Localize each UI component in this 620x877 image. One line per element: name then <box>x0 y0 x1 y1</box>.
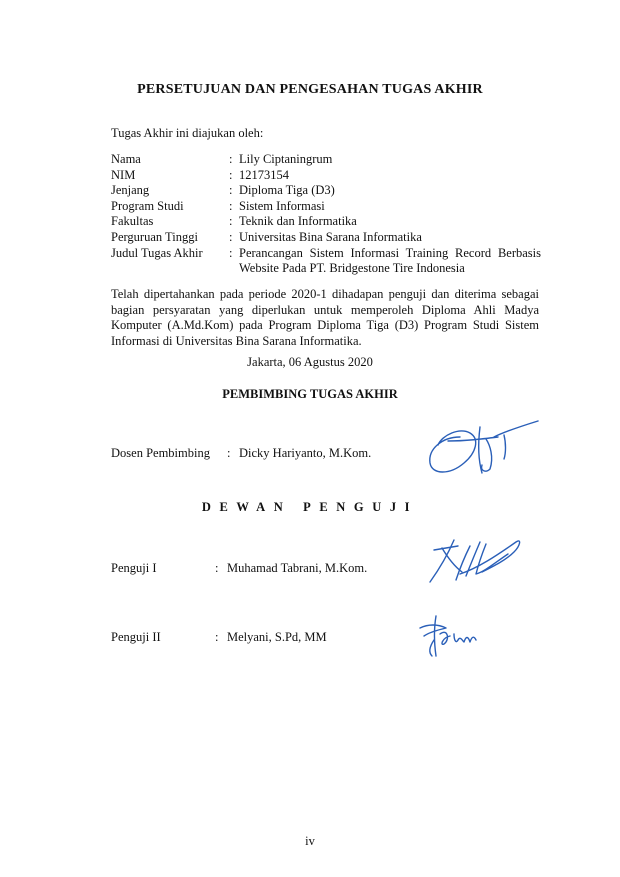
info-row-program <box>111 199 541 215</box>
info-row-university <box>111 230 541 246</box>
examiner2-signature <box>414 610 489 662</box>
advisor-name: Dicky Hariyanto, M.Kom. <box>239 446 372 460</box>
info-row-nim <box>111 168 541 184</box>
info-row-thesis-title <box>111 246 541 277</box>
info-colon: : <box>229 183 233 198</box>
info-label: Jenjang <box>111 183 150 198</box>
examiner2-colon: : <box>215 630 219 644</box>
page-number: iv <box>305 834 315 848</box>
info-colon: : <box>229 245 233 260</box>
info-value: 12173154 <box>239 167 289 182</box>
info-colon: : <box>229 198 233 213</box>
info-label: Perguruan Tinggi <box>111 229 198 244</box>
info-colon: : <box>229 214 233 229</box>
info-value: Perancangan Sistem Informasi Training Record Berbasis Website Pada PT. Bridgestone Tire Indonesia <box>239 245 541 276</box>
student-info-table <box>111 152 541 277</box>
info-label: NIM <box>111 167 136 182</box>
examiner2-label: Penguji II <box>111 630 161 644</box>
info-label: Nama <box>111 152 141 166</box>
info-row-level <box>111 183 541 199</box>
advisor-signature <box>420 415 545 480</box>
info-label: Fakultas <box>111 214 154 229</box>
info-colon: : <box>229 229 233 244</box>
examiner1-colon: : <box>215 561 219 575</box>
examiner1-label: Penguji I <box>111 561 157 575</box>
info-row-name <box>111 152 541 168</box>
info-value: Teknik dan Informatika <box>239 214 357 229</box>
intro-text: Tugas Akhir ini diajukan oleh: <box>111 126 264 140</box>
info-label: Program Studi <box>111 198 184 213</box>
info-label: Judul Tugas Akhir <box>111 245 203 260</box>
info-value: Sistem Informasi <box>239 198 325 213</box>
examiner2-row <box>111 630 327 645</box>
info-value: Lily Ciptaningrum <box>239 152 333 166</box>
approval-paragraph: Telah dipertahankan pada periode 2020-1 dihadapan penguji dan diterima sebagai bagian persyaratan yang diperlukan untuk memperoleh Diploma Ahli Madya Komputer (A.Md.Kom) pada Program Diploma Tiga (D3) Program Studi Sistem Informasi di Universitas Bina Sarana Informatika. <box>111 287 539 348</box>
advisor-row <box>111 446 371 461</box>
info-colon: : <box>229 167 233 182</box>
examiners-heading: DEWAN PENGUJI <box>201 500 419 514</box>
info-value: Diploma Tiga (D3) <box>239 183 335 198</box>
advisor-label: Dosen Pembimbing <box>111 446 210 460</box>
examiner1-name: Muhamad Tabrani, M.Kom. <box>227 561 368 575</box>
advisor-heading: PEMBIMBING TUGAS AKHIR <box>222 387 398 401</box>
info-value: Universitas Bina Sarana Informatika <box>239 229 422 244</box>
info-colon: : <box>229 152 233 166</box>
examiner1-row <box>111 561 367 576</box>
info-row-faculty <box>111 214 541 230</box>
place-date: Jakarta, 06 Agustus 2020 <box>247 355 373 369</box>
page-title: PERSETUJUAN DAN PENGESAHAN TUGAS AKHIR <box>137 82 483 97</box>
advisor-colon: : <box>227 446 231 460</box>
examiner1-signature <box>420 532 530 587</box>
examiner2-name: Melyani, S.Pd, MM <box>227 630 327 644</box>
